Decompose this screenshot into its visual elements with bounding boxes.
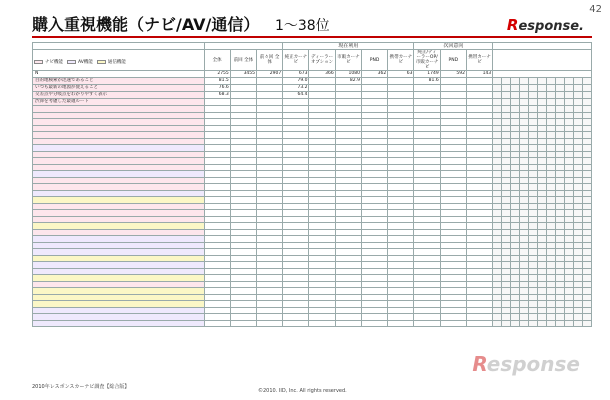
table-cell: 81.6 [414,78,440,85]
rank-cell [493,85,502,92]
n-spacer [493,71,592,78]
n-value: 63 [388,71,414,78]
table-cell [414,99,440,106]
table-cell [309,99,335,106]
table-cell [466,85,492,92]
n-value: 143 [466,71,492,78]
rank-cell [555,92,564,99]
rank-cell [502,99,511,106]
column-header: 携帯カーナビ [388,50,414,71]
table-cell: 73.2 [283,85,309,92]
row-label: 目的地検索が迅速であること [33,78,205,85]
rank-cell [511,99,520,106]
table-cell [257,320,283,327]
n-value: 1080 [335,71,361,78]
header-spacer [493,50,592,71]
rank-cell [573,99,582,106]
table-cell [414,320,440,327]
table-cell [388,78,414,85]
title-rule [32,36,592,38]
title-sub: 1〜38位 [274,18,330,34]
rank-cell [493,320,502,327]
table-cell [388,92,414,99]
header-spacer [33,43,205,50]
rank-cell [564,320,573,327]
legend-item [97,59,126,65]
n-value: 1749 [414,71,440,78]
table-cell [309,85,335,92]
watermark: Response [472,352,580,376]
rank-cell [493,92,502,99]
table-cell: 64.4 [283,92,309,99]
rank-cell [573,85,582,92]
header-spacer [493,43,592,50]
table-cell [257,85,283,92]
table-cell [440,78,466,85]
n-value: 673 [283,71,309,78]
rank-cell [493,78,502,85]
rank-cell [564,92,573,99]
rank-cell [546,78,555,85]
rank-cell [538,78,547,85]
table-cell [440,85,466,92]
n-value: 3455 [230,71,256,78]
table-cell [361,99,387,106]
rank-cell [582,85,591,92]
rank-cell [538,85,547,92]
table-cell [204,320,230,327]
rank-cell [511,85,520,92]
rank-cell [529,320,538,327]
table-cell [257,99,283,106]
copyright: ©2010. IID, Inc. All rights reserved. [258,388,347,394]
brand-logo: Response. [506,16,584,34]
column-header: PND [361,50,387,71]
legend-swatch [97,60,106,64]
table-cell [230,92,256,99]
table-cell [361,85,387,92]
page-number: 42 [589,4,602,15]
n-row [33,71,592,78]
n-value: 366 [309,71,335,78]
table-cell [283,320,309,327]
rank-cell [555,78,564,85]
page-title [32,12,330,35]
footer-source: 2010年レスポンスカーナビ調査【総合版】 [32,384,130,390]
rank-cell [538,99,547,106]
table-cell [309,78,335,85]
table-cell [466,99,492,106]
column-header: ディーラーオプション [309,50,335,71]
table-cell [335,92,361,99]
table-cell [466,92,492,99]
rank-cell [546,320,555,327]
legend [34,55,164,69]
legend-label: 通信機能 [107,60,126,65]
column-header: 前々回 全体 [257,50,283,71]
table-cell [440,92,466,99]
n-value: 2755 [204,71,230,78]
rank-cell [493,99,502,106]
rank-cell [546,99,555,106]
title-main: 購入重視機能（ナビ/AV/通信） [32,15,260,34]
column-header: 前回 全体 [230,50,256,71]
data-table [32,42,592,327]
table-cell [388,85,414,92]
table-row [33,99,592,106]
table-cell [335,99,361,106]
rank-cell [546,85,555,92]
rank-cell [529,99,538,106]
rank-cell [538,320,547,327]
table-cell [414,85,440,92]
group-header-current: 現在利用 [283,43,414,50]
header-spacer [204,43,283,50]
table-cell [466,78,492,85]
rank-cell [511,92,520,99]
row-label [33,320,205,327]
table-row [33,85,592,92]
rank-cell [511,78,520,85]
table-cell [335,320,361,327]
table-cell: 82.9 [335,78,361,85]
table-cell [309,320,335,327]
rank-cell [582,320,591,327]
table-cell [466,320,492,327]
rank-cell [520,92,529,99]
group-header-next: 次回意向 [414,43,493,50]
rank-cell [520,320,529,327]
rank-cell [564,78,573,85]
rank-cell [520,78,529,85]
table-cell [204,99,230,106]
header-group-row [33,43,592,50]
legend-label: AV機能 [78,60,93,65]
table-cell: 68.3 [204,92,230,99]
rank-cell [573,320,582,327]
row-label: いつも最新の地図が使えること [33,85,205,92]
rank-cell [555,99,564,106]
rank-cell [546,92,555,99]
table-cell [440,99,466,106]
table-cell [257,92,283,99]
table-cell [335,85,361,92]
legend-swatch [34,60,43,64]
rank-cell [564,85,573,92]
table-cell [361,78,387,85]
rank-cell [555,320,564,327]
rank-cell [529,92,538,99]
table-cell [257,78,283,85]
table-row [33,92,592,99]
rank-cell [582,78,591,85]
rank-cell [520,99,529,106]
table-cell [440,320,466,327]
rank-cell [573,78,582,85]
table-cell [414,92,440,99]
n-label: N [33,71,205,78]
legend-label: ナビ機能 [45,60,63,65]
rank-cell [529,85,538,92]
table-cell [388,320,414,327]
rank-cell [582,92,591,99]
rank-cell [582,99,591,106]
rank-cell [502,320,511,327]
rank-cell [502,92,511,99]
n-value: 2907 [257,71,283,78]
rank-cell [555,85,564,92]
rank-cell [529,78,538,85]
row-label: 渋滞を考慮した最適ルート [33,99,205,106]
table-cell [230,78,256,85]
rank-cell [502,78,511,85]
legend-swatch [67,60,76,64]
table-row [33,78,592,85]
rank-cell [573,92,582,99]
column-header: 純正カーナビ [283,50,309,71]
table-cell [283,99,309,106]
table-cell [309,92,335,99]
n-value: 362 [361,71,387,78]
row-label: 交差点や分岐点をわかりやすく表示 [33,92,205,99]
table-cell [230,99,256,106]
n-value: 592 [440,71,466,78]
column-header: 携帯カーナビ [466,50,492,71]
column-header: 全体 [204,50,230,71]
table-cell: 81.5 [204,78,230,85]
table-cell [230,85,256,92]
table-cell: 76.6 [204,85,230,92]
column-header: 純正/ディーラーOP/市販カーナビ [415,50,439,70]
column-header: 市販カーナビ [335,50,361,71]
table-cell [388,99,414,106]
table-cell: 79.0 [283,78,309,85]
rank-cell [511,320,520,327]
rank-cell [502,85,511,92]
legend-item [34,59,63,65]
rank-cell [564,99,573,106]
rank-cell [538,92,547,99]
legend-item [67,59,93,65]
rank-cell [520,85,529,92]
table-cell [361,320,387,327]
table-cell [361,92,387,99]
column-header: PND [440,50,466,71]
table-row [33,320,592,327]
table-cell [230,320,256,327]
